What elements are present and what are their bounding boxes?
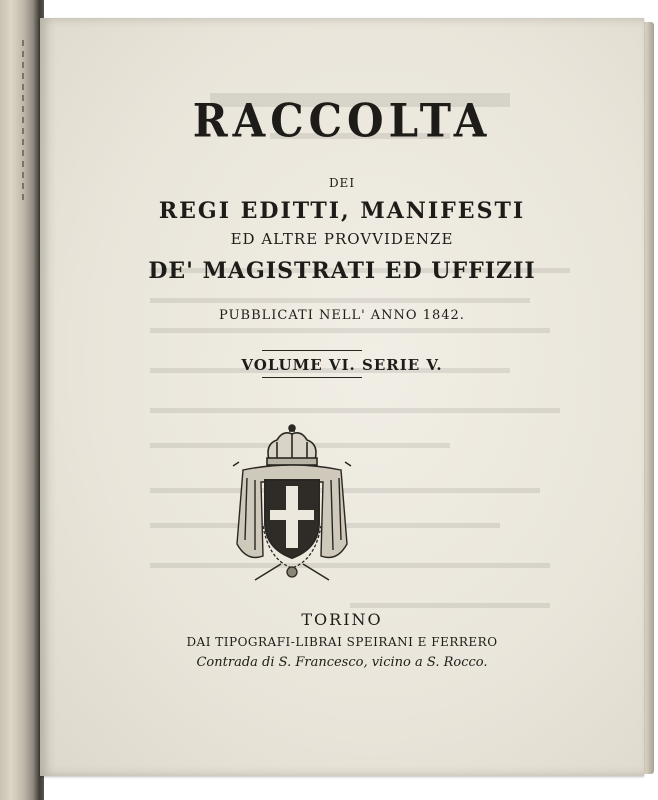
subtitle-editti: REGI EDITTI, MANIFESTI bbox=[158, 198, 526, 224]
volume-rule-bottom bbox=[262, 377, 362, 378]
publication-year: PUBBLICATI NELL' ANNO 1842. bbox=[219, 308, 465, 323]
subtitle-dei: DEI bbox=[328, 176, 356, 190]
printers-address: Contrada di S. Francesco, vicino a S. Rocco. bbox=[196, 655, 488, 670]
volume-rule-top bbox=[262, 350, 362, 351]
savoy-coat-of-arms-icon bbox=[225, 422, 360, 582]
publication-place: TORINO bbox=[301, 610, 383, 629]
volume-series: VOLUME VI. SERIE V. bbox=[241, 356, 443, 374]
subtitle-altre: ED ALTRE PROVVIDENZE bbox=[230, 230, 454, 248]
title-page bbox=[40, 18, 644, 776]
binding-thread bbox=[22, 40, 24, 200]
book-spine bbox=[0, 0, 44, 800]
subtitle-magistrati: DE' MAGISTRATI ED UFFIZII bbox=[148, 258, 536, 284]
book-title: RACCOLTA bbox=[192, 93, 492, 148]
printers-line: DAI TIPOGRAFI-LIBRAI SPEIRANI E FERRERO bbox=[186, 635, 498, 649]
